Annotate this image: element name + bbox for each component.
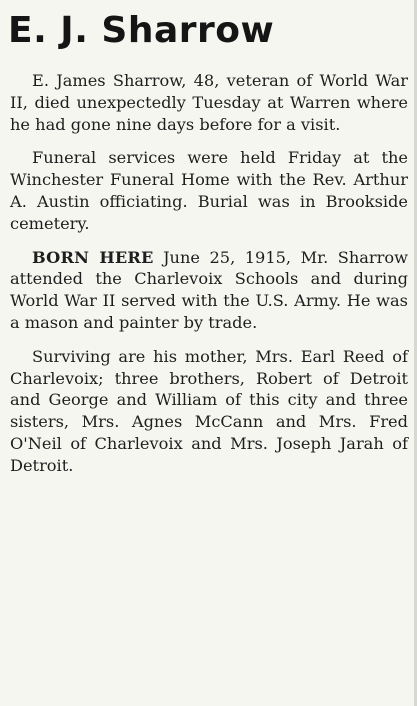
paragraph-text: Surviving are his mother, Mrs. Earl Reed of Charlevoix; three brothers, Robert of Detroit and George and William of this city and three sisters, Mrs. Agnes McCann and Mrs. Fred O'Neil of Charlevoix and Mrs. Joseph Jarah of Detroit. (10, 346, 408, 475)
paragraph-funeral (10, 147, 408, 234)
headline: E. J. Sharrow (8, 10, 275, 51)
paragraph-text: E. James Sharrow, 48, veteran of World War II, died unexpectedly Tuesday at Warren where he had gone nine days before for a visit. (10, 71, 408, 134)
paragraph-survivors (10, 346, 408, 477)
paragraph-biography (10, 247, 408, 334)
paragraph-death-notice (10, 70, 408, 135)
paragraph-lead-in: BORN HERE (32, 247, 154, 267)
paragraph-text: June 25, 1915, Mr. Sharrow attended the Charlevoix Schools and during World War II served with the U.S. Army. He was a mason and painter by trade. (10, 247, 409, 332)
paragraph-text: Funeral services were held Friday at the Winchester Funeral Home with the Rev. Arthur A. Austin officiating. Burial was in Brookside cemetery. (10, 148, 408, 233)
article-body (10, 70, 408, 489)
